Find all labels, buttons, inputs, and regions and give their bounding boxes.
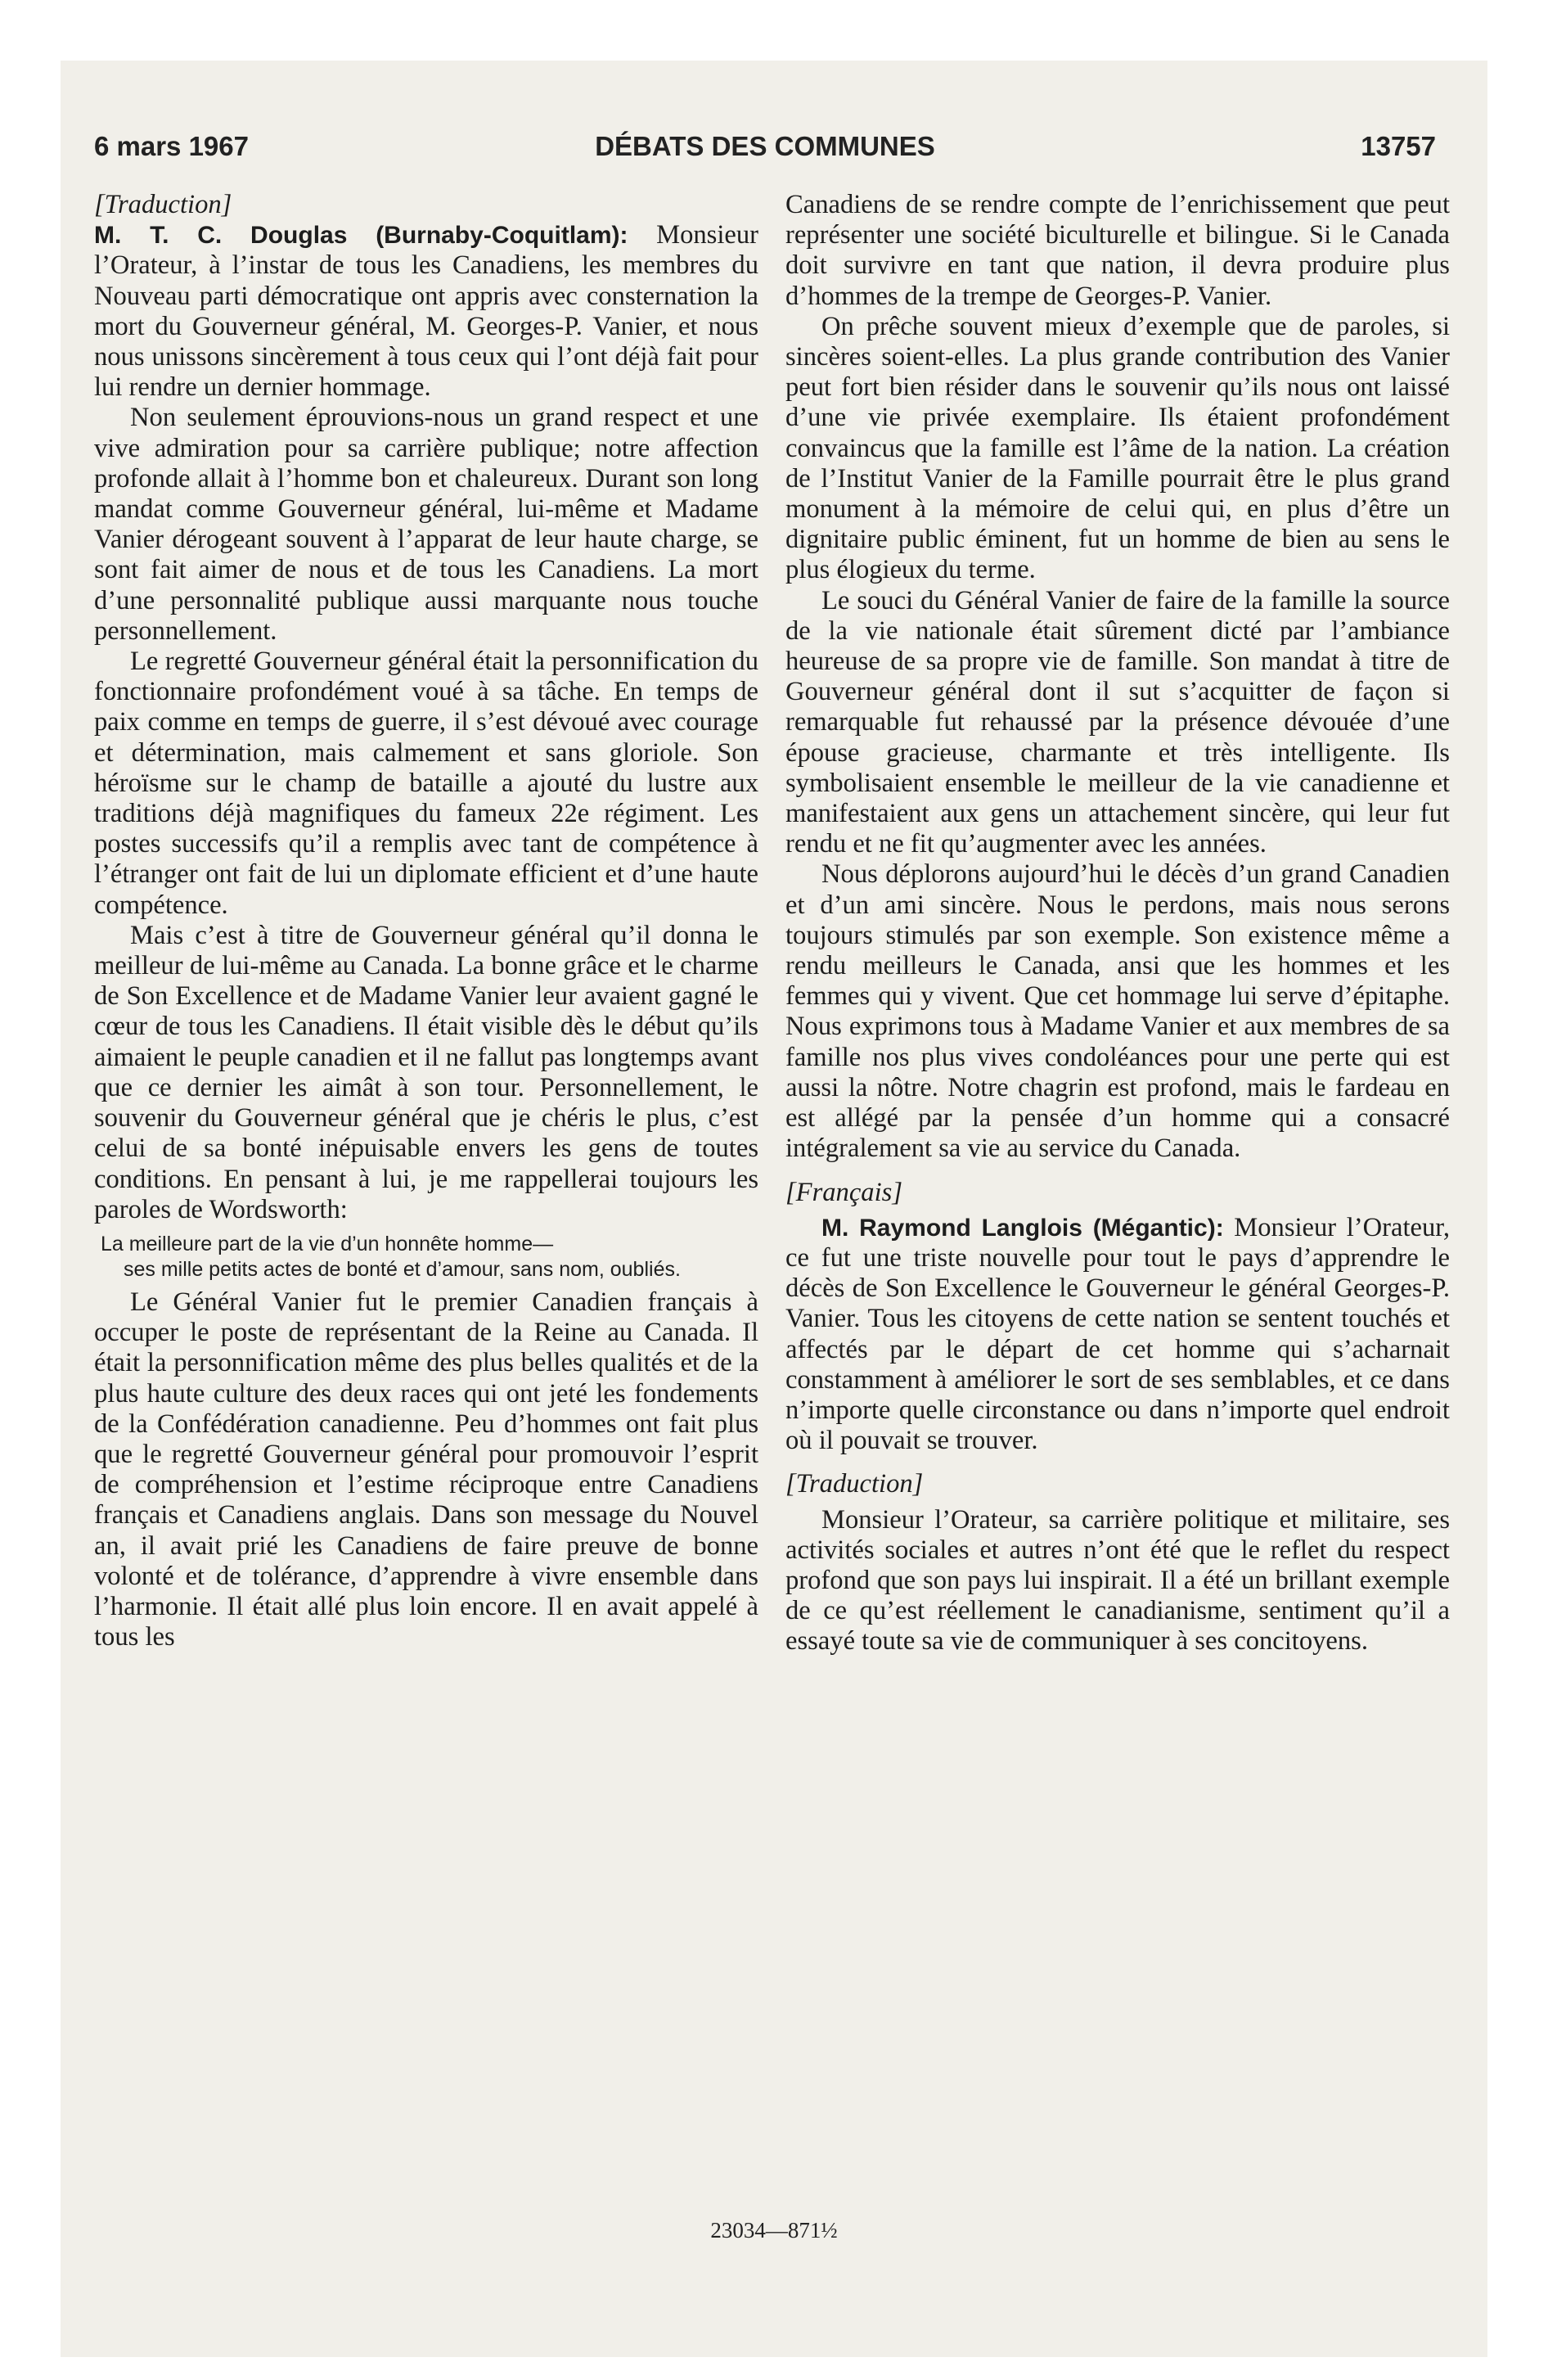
paragraph: On prêche souvent mieux d’exemple que de paroles, si sincères soient-elles. La plus grande contribution des Vanier peut fort bien résider dans le souvenir qu’ils nous ont laissé d’une vie privée exemplaire. Ils étaient profondément convaincus que la famille est l’âme de la nation. La création de l’Institut Vanier de la Famille pourrait être le plus grand monument à la mémoire de celui qui, en plus d’être un dignitaire public éminent, fut un homme de bien au sens le plus élogieux du terme.: [785, 311, 1450, 585]
paragraph-douglas-intro: [94, 220, 758, 403]
header-page-number: 13757: [1361, 131, 1436, 161]
speaker-name: M. T. C. Douglas (Burnaby-Coquitlam):: [94, 222, 628, 250]
paragraph-text: Monsieur l’Orateur, à l’instar de tous les Canadiens, les membres du Nouveau parti démocratique ont appris avec consternation la mort du Gouverneur général, M. Georges-P. Vanier, et nous nous unissons sincèrement à tous ceux qui l’ont déjà fait pour lui rendre un dernier hommage.: [94, 220, 758, 403]
header-title: DÉBATS DES COMMUNES: [595, 131, 935, 161]
paragraph: Non seulement éprouvions-nous un grand respect et une vive admiration pour sa carrière publique; notre affection profonde allait à l’homme bon et chaleureux. Durant son long mandat comme Gouverneur général, lui-même et Madame Vanier dérogeant souvent à l’apparat de leur haute charge, se sont fait aimer de nous et de tous les Canadiens. La mort d’une personnalité publique aussi marquante nous touche personnellement.: [94, 403, 758, 646]
section-tag-francais: [Français]: [785, 1177, 902, 1207]
section-tag-traduction: [Traduction]: [94, 190, 232, 219]
quote-line: ses mille petits actes de bonté et d’amour, sans nom, oubliés.: [124, 1257, 681, 1281]
paragraph-langlois: [785, 1213, 1450, 1457]
section-tag-traduction: [Traduction]: [785, 1469, 924, 1499]
paragraph: Nous déplorons aujourd’hui le décès d’un grand Canadien et d’un ami sincère. Nous le perdons, mais nous serons toujours stimulés par son exemple. Son existence même a rendu meilleurs le Canada, ansi que les hommes et les femmes qui y vivent. Que cet hommage lui serve d’épitaphe. Nous exprimons tous à Madame Vanier et aux membres de sa famille nos plus vives condoléances pour une perte qui est aussi la nôtre. Notre chagrin est profond, mais le fardeau en est allégé par la pensée d’un homme qui a consacré intégralement sa vie au service du Canada.: [785, 859, 1450, 1164]
paragraph: Mais c’est à titre de Gouverneur général qu’il donna le meilleur de lui-même au Canada. La bonne grâce et le charme de Son Excellence et de Madame Vanier leur avaient gagné le cœur de tous les Canadiens. Il était visible dès le début qu’ils aimaient le peuple canadien et il ne fallut pas longtemps avant que ce dernier les aimât à son tour. Personnellement, le souvenir du Gouverneur général que je chéris le plus, c’est celui de sa bonté inépuisable envers les gens de toutes conditions. En pensant à lui, je me rappellerai toujours les paroles de Wordsworth:: [94, 920, 758, 1224]
quote-line: La meilleure part de la vie d’un honnête homme—: [101, 1232, 554, 1255]
paragraph: Le regretté Gouverneur général était la personnification du fonctionnaire profondément voué à sa tâche. En temps de paix comme en temps de guerre, il s’est dévoué avec courage et détermination, mais calmement et sans gloriole. Son héroïsme sur le champ de bataille a ajouté du lustre aux traditions déjà magnifiques du fameux 22e régiment. Les postes successifs qu’il a remplis avec tant de compétence à l’étranger ont fait de lui un diplomate efficient et d’une haute compétence.: [94, 647, 758, 920]
right-column: [785, 190, 1450, 1657]
wordsworth-quote: [101, 1232, 758, 1282]
page-footer-code: 23034—871½: [710, 2218, 838, 2243]
page-header: [94, 131, 1436, 172]
paragraph: Monsieur l’Orateur, sa carrière politique et militaire, ses activités sociales et autres n’ont été que le reflet du respect profond que son pays lui inspirait. Il a été un brillant exemple de ce qu’est réellement le canadianisme, sentiment qu’il a essayé toute sa vie de communiquer à ses concitoyens.: [785, 1504, 1450, 1657]
paragraph-text: Monsieur l’Orateur, ce fut une triste nouvelle pour tout le pays d’apprendre le décès de Son Excellence le Gouverneur le général Georges-P. Vanier. Tous les citoyens de cette nation se sentent touchés et affectés par le départ de cet homme qui s’acharnait constamment à améliorer le sort de ses semblables, et ce dans n’importe quelle circonstance ou dans n’importe quel endroit où il pouvait se trouver.: [785, 1212, 1450, 1456]
speaker-name: M. Raymond Langlois (Mégantic):: [821, 1214, 1224, 1242]
paragraph-continuation: Canadiens de se rendre compte de l’enrichissement que peut représenter une société biculturelle et bilingue. Si le Canada doit survivre en tant que nation, il devra produire plus d’hommes de la trempe de Georges-P. Vanier.: [785, 190, 1450, 311]
left-column: [94, 190, 758, 1652]
paragraph: Le souci du Général Vanier de faire de la famille la source de la vie nationale était sûrement dicté par l’ambiance heureuse de sa propre vie de famille. Son mandat à titre de Gouverneur général dont il sut s’acquitter de façon si remarquable fut rehaussé par la présence dévouée d’une épouse gracieuse, charmante et très intelligente. Ils symbolisaient ensemble le meilleur de la vie canadienne et manifestaient aux gens un attachement sincère, qui leur fut rendu et ne fit qu’augmenter avec les années.: [785, 585, 1450, 859]
header-date: 6 mars 1967: [94, 131, 249, 161]
paragraph: Le Général Vanier fut le premier Canadien français à occuper le poste de représentant de la Reine au Canada. Il était la personnification même des plus belles qualités et de la plus haute culture des deux races qui ont jeté les fondements de la Confédération canadienne. Peu d’hommes ont fait plus que le regretté Gouverneur général pour promouvoir l’esprit de compréhension et l’estime réciproque entre Canadiens français et Canadiens anglais. Dans son message du Nouvel an, il avait prié les Canadiens de faire preuve de bonne volonté et de tolérance, d’apprendre à vivre ensemble dans l’harmonie. Il était allé plus loin encore. Il en avait appelé à tous les: [94, 1287, 758, 1652]
